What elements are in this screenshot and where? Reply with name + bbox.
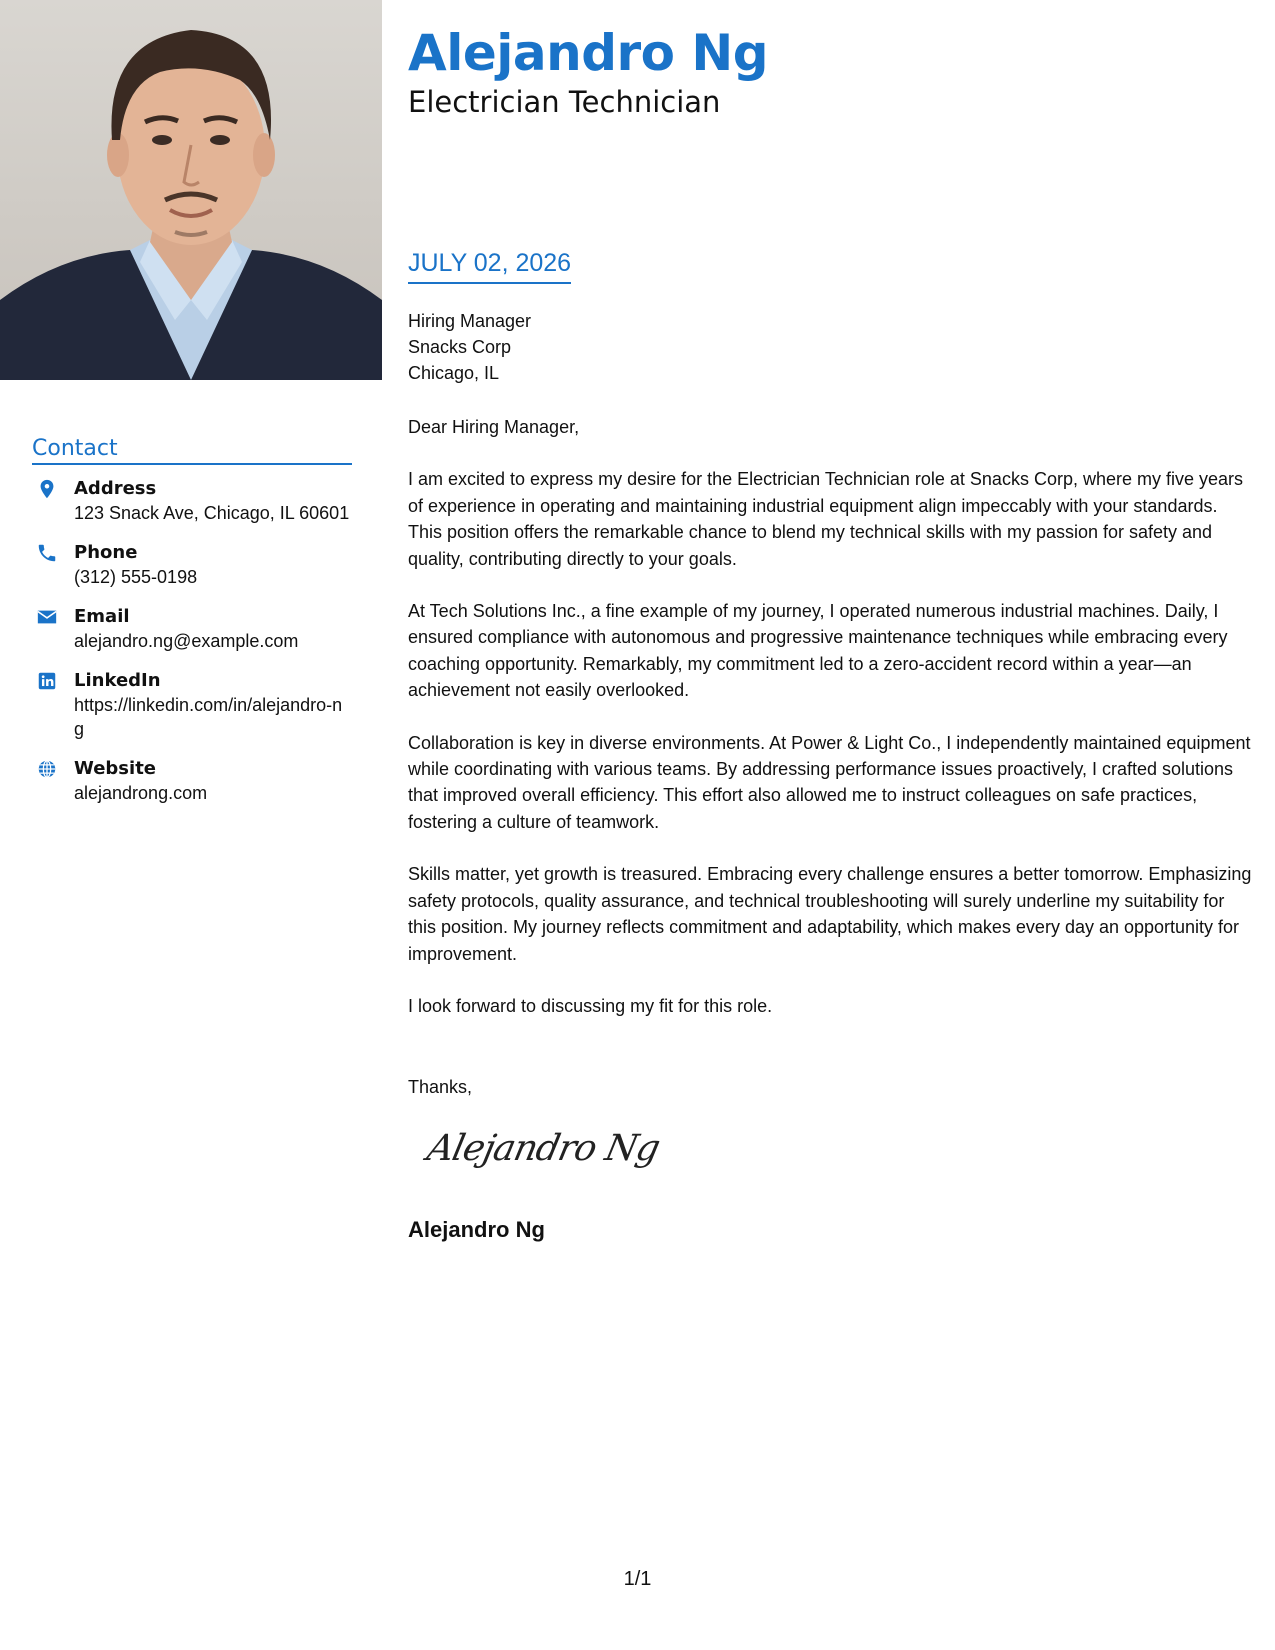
contact-email	[32, 605, 352, 653]
contact-address	[32, 477, 352, 525]
contact-linkedin	[32, 669, 352, 741]
paragraph: I am excited to express my desire for the Electrician Technician role at Snacks Corp, where my five years of experience in operating and maintaining industrial equipment align impeccably with your standards. This position offers the remarkable chance to blend my technical skills with my passion for safety and quality, contributing directly to your goals.	[408, 469, 1244, 569]
website-label: Website	[74, 758, 157, 779]
portrait-photo	[0, 0, 382, 380]
applicant-role: Electrician Technician	[408, 85, 721, 119]
contact-heading: Contact	[32, 436, 352, 465]
website-value[interactable]: alejandrong.com	[74, 783, 208, 803]
paragraph: I look forward to discussing my fit for this role.	[408, 995, 773, 1016]
signed-name: Alejandro Ng	[408, 1217, 545, 1242]
contact-phone	[32, 541, 352, 589]
applicant-name: Alejandro Ng	[408, 24, 769, 82]
page-number: 1/1	[623, 1568, 652, 1590]
profile-photo	[0, 0, 382, 380]
phone-label: Phone	[74, 542, 138, 563]
email-value[interactable]: alejandro.ng@example.com	[74, 631, 299, 651]
closing: Thanks,	[408, 1077, 473, 1097]
address-label: Address	[74, 478, 157, 499]
contact-website	[32, 757, 352, 805]
email-label: Email	[74, 606, 130, 627]
email-icon	[36, 606, 58, 628]
letter-body	[408, 414, 1253, 1045]
letter-date: JULY 02, 2026	[408, 248, 571, 284]
recipient-block	[408, 308, 531, 386]
phone-value: (312) 555-0198	[74, 567, 198, 587]
address-value: 123 Snack Ave, Chicago, IL 60601	[74, 503, 350, 523]
map-pin-icon	[36, 478, 58, 500]
recipient-location: Chicago, IL	[408, 363, 500, 383]
paragraph: Skills matter, yet growth is treasured. Embracing every challenge ensures a better tomorrow. Emphasizing safety protocols, quality assurance, and technical troubleshooting will surely underline my suitability for this position. My journey reflects commitment and adaptability, which makes every day an opportunity for improvement.	[408, 864, 1252, 964]
linkedin-label: LinkedIn	[74, 670, 161, 691]
paragraph: Collaboration is key in diverse environments. At Power & Light Co., I independently maintained equipment while coordinating with various teams. By addressing performance issues proactively, I crafted solutions that improved overall efficiency. This effort also allowed me to instruct colleagues on safe practices, fostering a culture of teamwork.	[408, 732, 1251, 832]
recipient-title: Hiring Manager	[408, 311, 532, 331]
contact-section	[32, 436, 352, 821]
linkedin-value[interactable]: https://linkedin.com/in/alejandro-ng	[74, 695, 343, 739]
globe-icon	[36, 758, 58, 780]
linkedin-icon	[36, 670, 58, 692]
phone-icon	[36, 542, 58, 564]
salutation: Dear Hiring Manager,	[408, 417, 580, 437]
signature: Alejandro Ng	[423, 1128, 663, 1169]
paragraph: At Tech Solutions Inc., a fine example of my journey, I operated numerous industrial machines. Daily, I ensured compliance with autonomous and progressive maintenance techniques while embracing every coaching opportunity. Remarkably, my commitment led to a zero-accident record within a year—an achievement not easily overlooked.	[408, 601, 1228, 701]
recipient-company: Snacks Corp	[408, 337, 512, 357]
